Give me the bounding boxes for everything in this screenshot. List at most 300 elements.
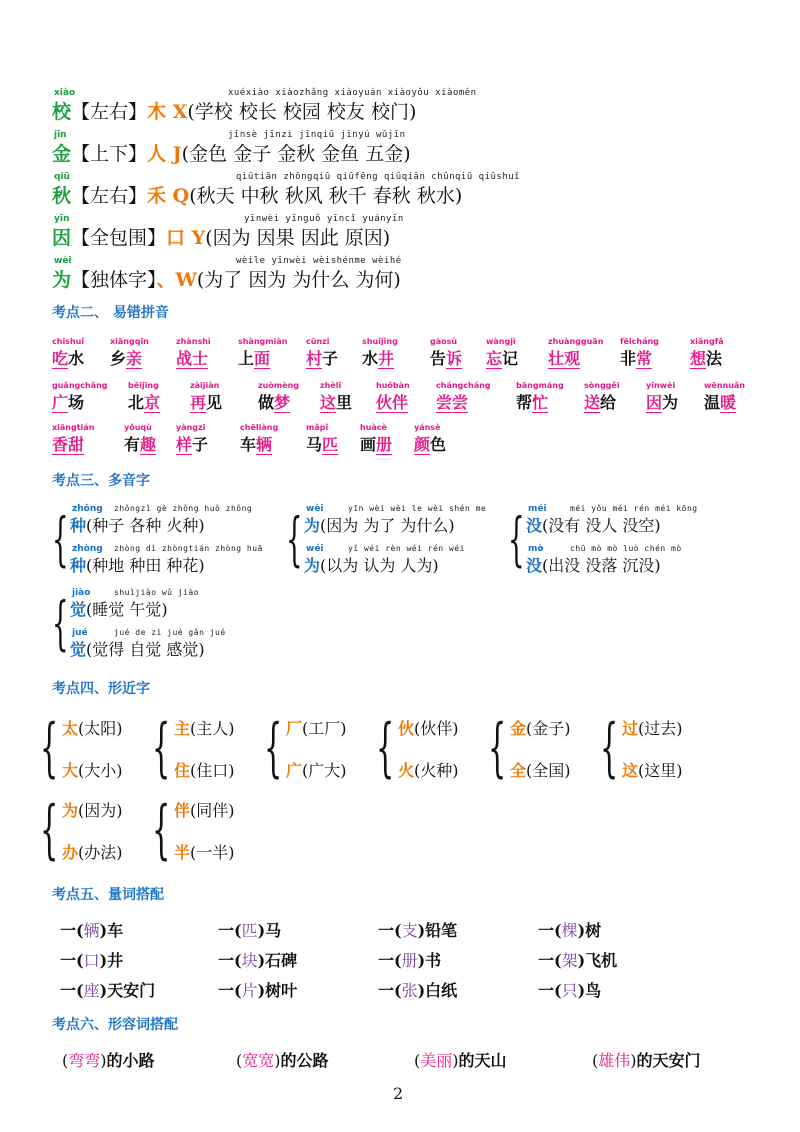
measure-prefix: 一( (60, 981, 84, 1000)
polyphone-char: 为 (304, 516, 321, 535)
word-key-char: 战士 (176, 349, 209, 368)
measure-word: 匹 (241, 921, 258, 940)
measure-phrase (378, 978, 457, 1001)
word-characters (52, 348, 84, 370)
word-pinyin: bāngmáng (516, 381, 564, 390)
measure-prefix: 一( (60, 921, 84, 940)
polyphone-row (70, 513, 205, 536)
word-pinyin: shàngmiàn (238, 337, 288, 346)
word-prefix: 上 (238, 349, 255, 368)
polyphone-char: 没 (526, 516, 543, 535)
measure-prefix: 一( (538, 951, 562, 970)
measure-phrase (60, 948, 123, 971)
measure-phrase (60, 918, 123, 941)
words-pinyin: qiūtiān zhōngqiū qiūfēng qiūqiān chūnqiū qiūshuǐ (236, 172, 521, 182)
pinyin-word (548, 336, 603, 370)
measure-prefix: 一( (538, 981, 562, 1000)
word-pinyin: xiāngqīn (110, 337, 149, 346)
measure-prefix: 一( (378, 921, 402, 940)
similar-char-word: (全国) (526, 761, 571, 780)
similar-char: 广 (286, 761, 303, 780)
word-key-char: 暖 (720, 393, 737, 412)
similar-char: 厂 (286, 719, 303, 738)
polyphone-row (70, 597, 168, 620)
words-pinyin: xuéxiào xiàozhǎng xiàoyuán xiàoyǒu xiàomén (228, 88, 477, 98)
word-characters (646, 392, 678, 414)
word-key-char: 诉 (446, 349, 463, 368)
pinyin-word (320, 380, 352, 414)
measure-word: 座 (83, 981, 100, 1000)
pinyin-word (360, 422, 392, 456)
measure-word: 片 (241, 981, 258, 1000)
polyphone-words-pinyin: yīn wèi wèi le wèi shén me (348, 504, 487, 513)
polyphone-words-pinyin: zhǒngzǐ gè zhǒng huǒ zhǒng (114, 504, 253, 513)
similar-char: 住 (174, 761, 191, 780)
word-pinyin: chángcháng (436, 381, 491, 390)
section-heading-adjective: 考点六、形容词搭配 (52, 1017, 178, 1033)
word-pinyin: yǒuqù (124, 423, 152, 432)
section-heading-measure: 考点五、量词搭配 (52, 887, 164, 903)
structure: 【全包围】 (71, 227, 167, 249)
measure-word: 张 (401, 981, 418, 1000)
word-list: (为了 因为 为什么 为何) (196, 269, 401, 291)
pinyin-word (430, 336, 462, 370)
pinyin-word (306, 336, 338, 370)
brace-icon: { (52, 505, 69, 573)
word-pinyin: xiāngtián (52, 423, 95, 432)
pinyin-word (362, 336, 398, 370)
measure-phrase (538, 918, 601, 941)
radical: 、W (156, 269, 197, 291)
word-key-char: 面 (254, 349, 271, 368)
word-characters (436, 392, 491, 414)
word-prefix: 车 (240, 435, 257, 454)
word-pinyin: cūnzi (306, 337, 330, 346)
measure-word: 支 (401, 921, 418, 940)
paren-open: ( (236, 1051, 243, 1070)
adjective-noun: 的公路 (280, 1051, 329, 1070)
section-heading-polyphonic: 考点三、多音字 (52, 473, 150, 489)
similar-char: 金 (510, 719, 527, 738)
word-key-char: 辆 (256, 435, 273, 454)
word-characters (240, 434, 278, 456)
measure-word: 架 (561, 951, 578, 970)
measure-noun: )井 (99, 951, 124, 970)
word-prefix: 非 (620, 349, 637, 368)
word-pinyin: gàosù (430, 337, 458, 346)
word-pinyin: yàngzi (176, 423, 206, 432)
word-key-char: 趣 (140, 435, 157, 454)
word-pinyin: shuǐjǐng (362, 337, 398, 346)
adjective-noun: 的天安门 (636, 1051, 701, 1070)
word-characters (238, 348, 287, 370)
pinyin-word (414, 422, 446, 456)
word-characters (584, 392, 620, 414)
polyphone-words: (觉得 自觉 感觉) (86, 640, 205, 659)
pinyin-word (176, 422, 208, 456)
brace-icon: { (264, 711, 283, 785)
word-prefix: 做 (258, 393, 275, 412)
polyphone-words: (因为 为了 为什么) (320, 516, 455, 535)
similar-char-row (510, 758, 571, 781)
word-characters (362, 348, 398, 370)
char: 因 (52, 227, 72, 249)
measure-prefix: 一( (218, 951, 242, 970)
polyphone-words: (出没 没落 沉没) (542, 556, 661, 575)
pinyin-word (258, 380, 299, 414)
adjective: 宽宽 (242, 1051, 275, 1070)
polyphone-pinyin: wèi (306, 504, 324, 514)
similar-char-row (398, 716, 459, 739)
polyphone-words-pinyin: shuìjiào wǔ jiào (114, 588, 200, 597)
measure-word: 口 (83, 951, 100, 970)
similar-char-word: (过去) (638, 719, 683, 738)
pinyin-word (110, 336, 149, 370)
words-pinyin: wèile yīnwèi wèishénme wèihé (236, 256, 402, 266)
similar-char-word: (伙伴) (414, 719, 459, 738)
polyphone-char: 没 (526, 556, 543, 575)
word-pinyin: chīshuǐ (52, 337, 85, 346)
similar-char: 火 (398, 761, 415, 780)
pinyin-word (704, 380, 745, 414)
word-key-char: 忙 (532, 393, 549, 412)
char: 金 (52, 143, 72, 165)
polyphone-words: (种地 种田 种花) (86, 556, 205, 575)
pinyin-word (620, 336, 659, 370)
structure: 【左右】 (71, 185, 148, 207)
similar-char: 主 (174, 719, 191, 738)
word-suffix: 色 (430, 435, 447, 454)
paren-close: ) (100, 1051, 107, 1070)
pinyin-word (128, 380, 160, 414)
adjective-phrase (414, 1048, 507, 1071)
word-key-char: 壮观 (548, 349, 581, 368)
brace-icon: { (52, 589, 69, 657)
word-prefix: 告 (430, 349, 447, 368)
word-pinyin: guǎngchǎng (52, 381, 108, 390)
pinyin-word (584, 380, 620, 414)
polyphone-words: (没有 没人 没空) (542, 516, 661, 535)
word-key-char: 忘 (486, 349, 503, 368)
paren-close: ) (452, 1051, 459, 1070)
pinyin-word (124, 422, 156, 456)
pinyin-word (52, 380, 108, 414)
word-list: (学校 校长 校园 校友 校门) (187, 101, 417, 123)
polyphone-pinyin: jiào (72, 588, 91, 598)
polyphone-row (304, 513, 455, 536)
measure-phrase (60, 978, 155, 1001)
word-suffix: 里 (336, 393, 353, 412)
similar-char: 太 (62, 719, 79, 738)
measure-prefix: 一( (218, 981, 242, 1000)
measure-noun: )白纸 (417, 981, 458, 1000)
polyphone-words-pinyin: zhòng dì zhòngtián zhòng huā (114, 544, 263, 553)
word-characters (52, 434, 94, 456)
polyphone-pinyin: wéi (306, 544, 324, 554)
polyphone-row (70, 553, 205, 576)
adjective-phrase (592, 1048, 701, 1071)
similar-char-row (174, 840, 235, 863)
similar-char: 伴 (174, 801, 191, 820)
brace-icon: { (600, 711, 619, 785)
word-key-char: 颜 (414, 435, 431, 454)
word-key-char: 这 (320, 393, 337, 412)
measure-phrase (378, 918, 457, 941)
pinyin-word (436, 380, 491, 414)
word-pinyin: wēnnuǎn (704, 381, 745, 390)
polyphone-char: 种 (70, 516, 87, 535)
adjective-phrase (236, 1048, 329, 1071)
measure-noun: )石碑 (257, 951, 298, 970)
word-pinyin: huǒbàn (376, 381, 410, 390)
measure-phrase (218, 948, 297, 971)
word-pinyin: xiǎngfǎ (690, 337, 724, 346)
word-pinyin: zhèlǐ (320, 381, 342, 390)
measure-phrase (378, 948, 441, 971)
measure-phrase (218, 978, 297, 1001)
word-characters (176, 348, 211, 370)
word-prefix: 有 (124, 435, 141, 454)
word-characters (190, 392, 222, 414)
word-pinyin: wàngjì (486, 337, 516, 346)
word-suffix: 子 (192, 435, 209, 454)
pinyin-word (190, 380, 222, 414)
word-pinyin: huàcè (360, 423, 387, 432)
word-pinyin: zhuàngguān (548, 337, 604, 346)
similar-char: 全 (510, 761, 527, 780)
similar-char-word: (火种) (414, 761, 459, 780)
pinyin-word (238, 336, 287, 370)
char: 校 (52, 101, 72, 123)
word-characters (704, 392, 745, 414)
measure-prefix: 一( (60, 951, 84, 970)
word-suffix: 见 (206, 393, 223, 412)
measure-noun: )天安门 (99, 981, 156, 1000)
word-suffix: 记 (502, 349, 519, 368)
section-heading-similar: 考点四、形近字 (52, 681, 150, 697)
word-characters (516, 392, 564, 414)
measure-noun: )车 (99, 921, 124, 940)
similar-char: 过 (622, 719, 639, 738)
similar-char: 为 (62, 801, 79, 820)
similar-char: 大 (62, 761, 79, 780)
measure-prefix: 一( (378, 981, 402, 1000)
word-pinyin: sònggěi (584, 381, 620, 390)
structure: 【左右】 (71, 101, 148, 123)
word-characters (110, 348, 149, 370)
word-pinyin: yánsè (414, 423, 441, 432)
similar-char-row (622, 758, 683, 781)
word-list: (因为 因果 因此 原因) (205, 227, 391, 249)
measure-prefix: 一( (218, 921, 242, 940)
word-key-char: 常 (636, 349, 653, 368)
pinyin-word (376, 380, 410, 414)
adjective-noun: 的天山 (458, 1051, 507, 1070)
word-key-char: 京 (144, 393, 161, 412)
measure-phrase (538, 978, 601, 1001)
pinyin-word (516, 380, 564, 414)
measure-word: 棵 (561, 921, 578, 940)
word-key-char: 村 (306, 349, 323, 368)
word-pinyin: chēliàng (240, 423, 279, 432)
word-characters (360, 434, 392, 456)
char-pinyin: xiào (54, 88, 76, 98)
similar-char: 这 (622, 761, 639, 780)
word-list: (金色 金子 金秋 金鱼 五金) (181, 143, 411, 165)
measure-noun: )书 (417, 951, 442, 970)
word-key-char: 再 (190, 393, 207, 412)
similar-char-row (174, 716, 235, 739)
brace-icon: { (40, 711, 59, 785)
word-key-char: 亲 (126, 349, 143, 368)
polyphone-words-pinyin: chū mò mò luò chén mò (570, 544, 682, 553)
char: 为 (52, 269, 72, 291)
char-pinyin: yīn (54, 214, 70, 224)
words-pinyin: jīnsè jīnzi jīnqiū jīnyú wǔjīn (228, 130, 406, 140)
polyphone-words: (以为 认为 人为) (320, 556, 439, 575)
word-characters (690, 348, 724, 370)
word-list: (秋天 中秋 秋风 秋千 春秋 秋水) (189, 185, 463, 207)
word-key-char: 吃 (52, 349, 69, 368)
polyphone-char: 为 (304, 556, 321, 575)
pinyin-word (52, 336, 84, 370)
page-number: 2 (393, 1084, 404, 1103)
similar-char-word: (一半) (190, 843, 235, 862)
word-prefix: 画 (360, 435, 377, 454)
word-characters (486, 348, 518, 370)
word-key-char: 尝尝 (436, 393, 469, 412)
similar-char-row (62, 716, 123, 739)
word-suffix: 水 (68, 349, 85, 368)
radical: 人 J (147, 143, 182, 165)
word-prefix: 温 (704, 393, 721, 412)
similar-char-row (62, 798, 123, 821)
word-suffix: 为 (662, 393, 679, 412)
measure-prefix: 一( (538, 921, 562, 940)
similar-char-row (510, 716, 571, 739)
polyphone-pinyin: zhǒng (72, 504, 103, 514)
polyphone-char: 觉 (70, 640, 87, 659)
word-pinyin: zuòmèng (258, 381, 300, 390)
word-pinyin: zhànshì (176, 337, 211, 346)
polyphone-row (526, 513, 661, 536)
char-row (52, 223, 390, 250)
word-key-char: 匹 (322, 435, 339, 454)
polyphone-row (526, 553, 661, 576)
word-key-char: 梦 (274, 393, 291, 412)
similar-char-row (62, 840, 123, 863)
pinyin-word (306, 422, 338, 456)
word-characters (414, 434, 446, 456)
polyphone-row (304, 553, 439, 576)
word-characters (176, 434, 208, 456)
similar-char-word: (这里) (638, 761, 683, 780)
similar-char-row (286, 716, 347, 739)
word-pinyin: mǎpǐ (306, 423, 329, 432)
word-suffix: 场 (68, 393, 85, 412)
word-characters (128, 392, 160, 414)
structure: 【上下】 (71, 143, 148, 165)
word-key-char: 想 (690, 349, 707, 368)
polyphone-pinyin: zhòng (72, 544, 103, 554)
adjective-noun: 的小路 (106, 1051, 155, 1070)
word-pinyin: fēicháng (620, 337, 659, 346)
brace-icon: { (508, 505, 525, 573)
polyphone-words-pinyin: jué de zì jué gǎn jué (114, 628, 226, 637)
polyphone-pinyin: méi (528, 504, 547, 514)
word-prefix: 北 (128, 393, 145, 412)
char-pinyin: wèi (54, 256, 72, 266)
similar-char-word: (太阳) (78, 719, 123, 738)
polyphone-pinyin: jué (72, 628, 88, 638)
word-key-char: 广 (52, 393, 69, 412)
measure-phrase (538, 948, 617, 971)
similar-char-row (286, 758, 347, 781)
brace-icon: { (40, 793, 59, 867)
word-pinyin: běijīng (128, 381, 159, 390)
similar-char-row (174, 798, 235, 821)
similar-char-word: (同伴) (190, 801, 235, 820)
brace-icon: { (376, 711, 395, 785)
adjective: 雄伟 (598, 1051, 631, 1070)
word-key-char: 样 (176, 435, 193, 454)
char-row (52, 139, 411, 166)
measure-noun: )飞机 (577, 951, 618, 970)
pinyin-word (690, 336, 724, 370)
word-characters (548, 348, 603, 370)
pinyin-word (486, 336, 518, 370)
char-pinyin: qiū (54, 172, 70, 182)
char-row (52, 265, 401, 292)
similar-char-row (174, 758, 235, 781)
pinyin-word (240, 422, 278, 456)
structure: 【独体字】 (71, 269, 157, 291)
measure-noun: )树 (577, 921, 602, 940)
similar-char-row (622, 716, 683, 739)
measure-noun: )鸟 (577, 981, 602, 1000)
radical: 口 Y (166, 227, 206, 249)
word-characters (258, 392, 299, 414)
paren-close: ) (630, 1051, 637, 1070)
paren-close: ) (274, 1051, 281, 1070)
measure-phrase (218, 918, 281, 941)
pinyin-word (52, 422, 94, 456)
pinyin-word (646, 380, 678, 414)
adjective-phrase (62, 1048, 155, 1071)
brace-icon: { (152, 711, 171, 785)
paren-open: ( (414, 1051, 421, 1070)
measure-word: 册 (401, 951, 418, 970)
adjective: 弯弯 (68, 1051, 101, 1070)
word-key-char: 井 (378, 349, 395, 368)
measure-word: 块 (241, 951, 258, 970)
measure-word: 只 (561, 981, 578, 1000)
pinyin-word (176, 336, 211, 370)
similar-char-word: (金子) (526, 719, 571, 738)
radical: 禾 Q (147, 185, 190, 207)
similar-char-row (398, 758, 459, 781)
measure-word: 辆 (83, 921, 100, 940)
word-prefix: 乡 (110, 349, 127, 368)
word-characters (620, 348, 659, 370)
word-suffix: 法 (706, 349, 723, 368)
word-prefix: 马 (306, 435, 323, 454)
similar-char-word: (工厂) (302, 719, 347, 738)
brace-icon: { (488, 711, 507, 785)
char-row (52, 97, 416, 124)
word-prefix: 水 (362, 349, 379, 368)
word-suffix: 给 (600, 393, 617, 412)
